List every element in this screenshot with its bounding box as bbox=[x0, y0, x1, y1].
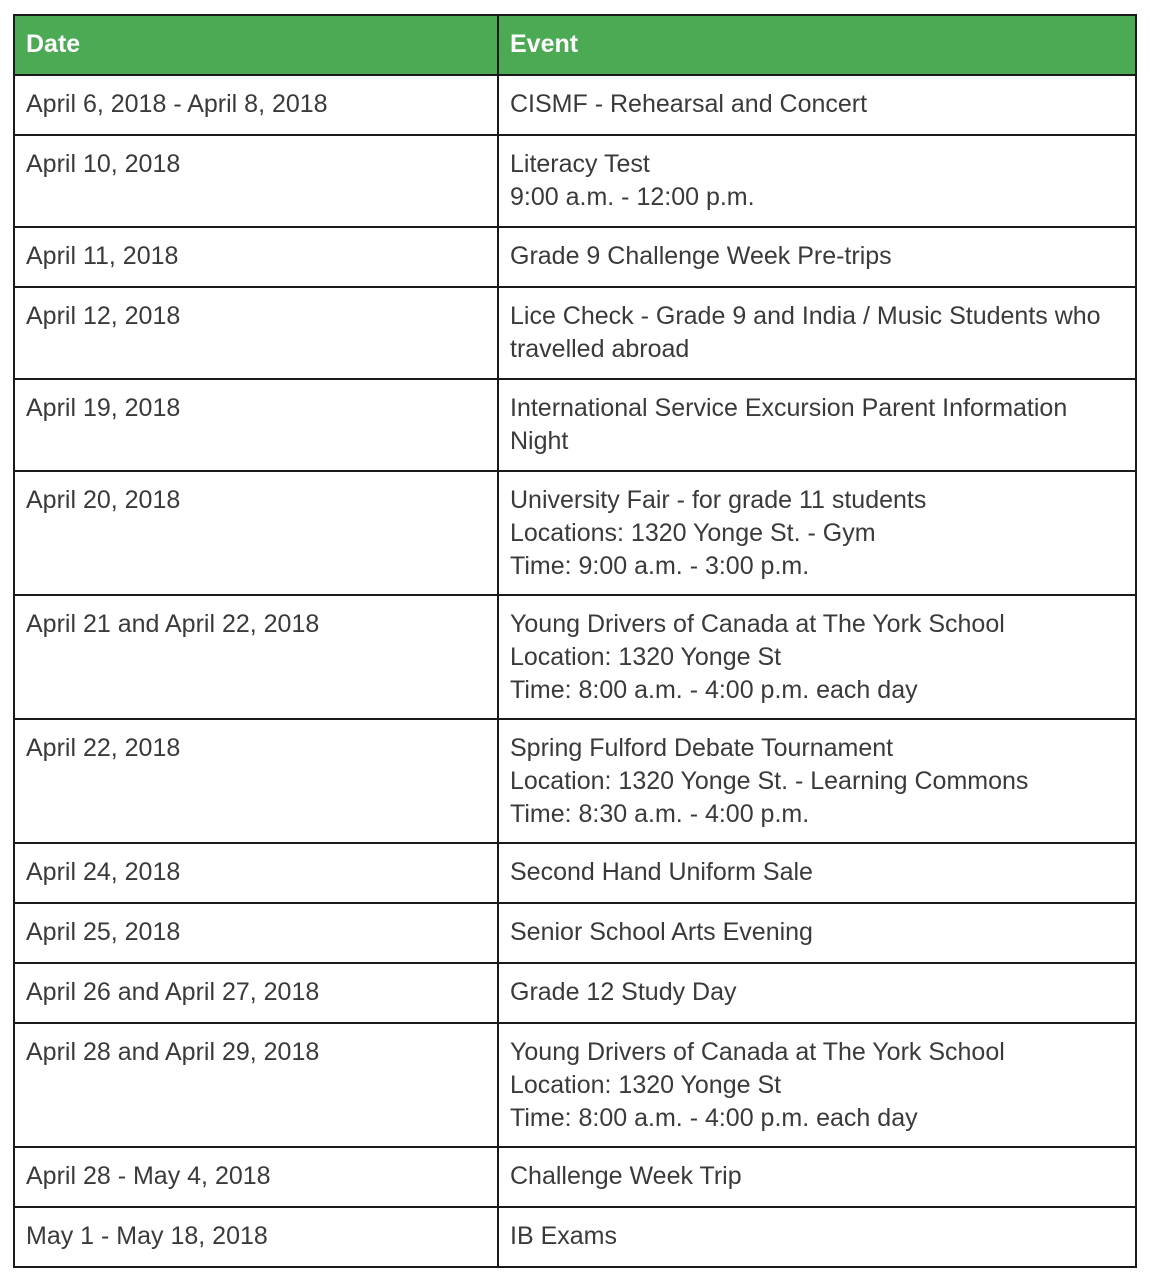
event-line: Time: 8:00 a.m. - 4:00 p.m. each day bbox=[510, 676, 918, 704]
event-line: Location: 1320 Yonge St bbox=[510, 1071, 782, 1099]
event-line: Location: 1320 Yonge St. - Learning Commons bbox=[510, 767, 1029, 795]
event-cell bbox=[498, 75, 1136, 135]
date-cell: April 6, 2018 - April 8, 2018 bbox=[14, 75, 498, 135]
event-cell bbox=[498, 1023, 1136, 1147]
event-line: Spring Fulford Debate Tournament bbox=[510, 734, 894, 762]
event-cell bbox=[498, 595, 1136, 719]
event-cell bbox=[498, 287, 1136, 379]
event-line: Young Drivers of Canada at The York School bbox=[510, 610, 1005, 638]
table-row bbox=[14, 1147, 1136, 1207]
event-line: Location: 1320 Yonge St bbox=[510, 643, 782, 671]
table-row bbox=[14, 719, 1136, 843]
event-line: Second Hand Uniform Sale bbox=[510, 858, 813, 886]
event-line: Senior School Arts Evening bbox=[510, 918, 813, 946]
date-cell: April 20, 2018 bbox=[14, 471, 498, 595]
event-line: Challenge Week Trip bbox=[510, 1162, 742, 1190]
table-row bbox=[14, 135, 1136, 227]
event-line: Time: 9:00 a.m. - 3:00 p.m. bbox=[510, 552, 810, 580]
date-cell: April 26 and April 27, 2018 bbox=[14, 963, 498, 1023]
event-line: Time: 8:30 a.m. - 4:00 p.m. bbox=[510, 800, 810, 828]
table-row bbox=[14, 471, 1136, 595]
event-line: Grade 12 Study Day bbox=[510, 978, 737, 1006]
date-cell: April 19, 2018 bbox=[14, 379, 498, 471]
date-cell: May 1 - May 18, 2018 bbox=[14, 1207, 498, 1267]
date-cell: April 25, 2018 bbox=[14, 903, 498, 963]
table-row bbox=[14, 595, 1136, 719]
event-cell bbox=[498, 135, 1136, 227]
event-line: CISMF - Rehearsal and Concert bbox=[510, 90, 868, 118]
event-line: Literacy Test bbox=[510, 150, 650, 178]
table-row bbox=[14, 903, 1136, 963]
table-row bbox=[14, 75, 1136, 135]
event-cell bbox=[498, 963, 1136, 1023]
event-cell bbox=[498, 1147, 1136, 1207]
date-cell: April 12, 2018 bbox=[14, 287, 498, 379]
date-cell: April 11, 2018 bbox=[14, 227, 498, 287]
event-cell bbox=[498, 1207, 1136, 1267]
table-row bbox=[14, 1207, 1136, 1267]
table-row bbox=[14, 379, 1136, 471]
event-column-header: Event bbox=[498, 15, 1136, 75]
event-line: International Service Excursion Parent Information Night bbox=[510, 394, 1068, 455]
event-cell bbox=[498, 379, 1136, 471]
table-body bbox=[14, 75, 1136, 1267]
event-line: Young Drivers of Canada at The York School bbox=[510, 1038, 1005, 1066]
event-cell bbox=[498, 843, 1136, 903]
date-cell: April 10, 2018 bbox=[14, 135, 498, 227]
date-cell: April 21 and April 22, 2018 bbox=[14, 595, 498, 719]
table-row bbox=[14, 287, 1136, 379]
event-cell bbox=[498, 719, 1136, 843]
date-cell: April 24, 2018 bbox=[14, 843, 498, 903]
date-cell: April 22, 2018 bbox=[14, 719, 498, 843]
date-cell: April 28 and April 29, 2018 bbox=[14, 1023, 498, 1147]
header-row bbox=[14, 15, 1136, 75]
event-line: 9:00 a.m. - 12:00 p.m. bbox=[510, 183, 755, 211]
event-cell bbox=[498, 903, 1136, 963]
table-row bbox=[14, 1023, 1136, 1147]
event-line: Time: 8:00 a.m. - 4:00 p.m. each day bbox=[510, 1104, 918, 1132]
event-line: Locations: 1320 Yonge St. - Gym bbox=[510, 519, 876, 547]
table-row bbox=[14, 227, 1136, 287]
event-line: IB Exams bbox=[510, 1222, 617, 1250]
date-cell: April 28 - May 4, 2018 bbox=[14, 1147, 498, 1207]
table-row bbox=[14, 963, 1136, 1023]
date-column-header: Date bbox=[14, 15, 498, 75]
event-cell bbox=[498, 227, 1136, 287]
table-row bbox=[14, 843, 1136, 903]
event-line: Grade 9 Challenge Week Pre-trips bbox=[510, 242, 892, 270]
event-cell bbox=[498, 471, 1136, 595]
events-table bbox=[13, 14, 1137, 1268]
event-line: Lice Check - Grade 9 and India / Music Students who travelled abroad bbox=[510, 302, 1101, 363]
event-line: University Fair - for grade 11 students bbox=[510, 486, 927, 514]
